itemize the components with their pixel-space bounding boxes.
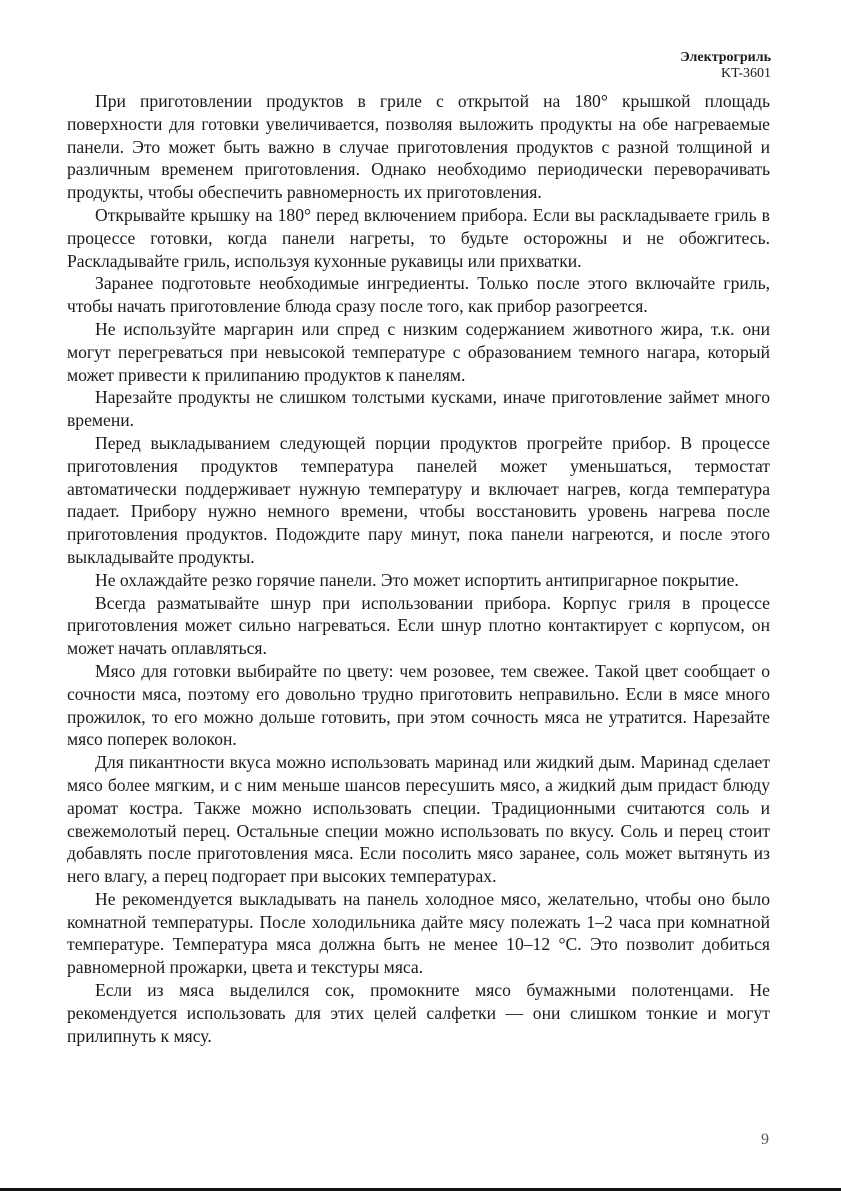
paragraph: Всегда разматывайте шнур при использовании прибора. Корпус гриля в процессе приготовления может сильно нагреваться. Если шнур плотно контактирует с корпусом, он может начать оплавляться.: [67, 592, 770, 659]
paragraph: Если из мяса выделился сок, промокните мясо бумажными полотенцами. Не рекомендуется использовать для этих целей салфетки — они слишком тонкие и могут прилипнуть к мясу.: [67, 980, 770, 1046]
paragraph: Для пикантности вкуса можно использовать маринад или жидкий дым. Маринад сделает мясо более мягким, и с ним меньше шансов пересушить мясо, а жидкий дым придаст блюду аромат костра. Также можно использовать специи. Традиционными считаются соль и свежемолотый перец. Остальные специи можно использовать по вкусу. Соль и перец стоит добавлять после приготовления мяса. Если посолить мясо заранее, соль может вытянуть из него влагу, а перец подгорает при высоких температурах.: [67, 752, 770, 887]
product-title: Электрогриль: [680, 50, 771, 65]
paragraph: Открывайте крышку на 180° перед включением прибора. Если вы раскладываете гриль в процессе готовки, когда панели нагреты, то будьте осторожны и не обожгитесь. Раскладывайте гриль, используя кухонные рукавицы или прихватки.: [67, 204, 770, 271]
paragraph: Не охлаждайте резко горячие панели. Это может испортить антипригарное покрытие.: [95, 569, 739, 590]
page-number: 9: [761, 1131, 769, 1148]
paragraph: Нарезайте продукты не слишком толстыми кусками, иначе приготовление займет много времени.: [67, 387, 770, 431]
paragraph: Не рекомендуется выкладывать на панель холодное мясо, желательно, чтобы оно было комнатной температуры. После холодильника дайте мясу полежать 1–2 часа при комнатной температуре. Температура мяса должна быть не менее 10–12 °С. Это позволит добиться равномерной прожарки, цвета и текстуры мяса.: [67, 888, 770, 978]
paragraph: При приготовлении продуктов в гриле с открытой на 180° крышкой площадь поверхности для готовки увеличивается, позволяя выложить продукты на обе нагреваемые панели. Это может быть важно в случае приготовления продуктов с разной толщиной и различным временем приготовления. Однако необходимо периодически переворачивать продукты, чтобы обеспечить равномерность их приготовления.: [67, 91, 770, 203]
paragraph: Заранее подготовьте необходимые ингредиенты. Только после этого включайте гриль, чтобы начать приготовление блюда сразу после того, как прибор разогреется.: [67, 273, 770, 317]
body-text: [67, 90, 770, 1047]
page-header: [680, 50, 771, 82]
product-model: KT-3601: [720, 66, 771, 81]
paragraph: Не используйте маргарин или спред с низким содержанием животного жира, т.к. они могут перегреваться при невысокой температуре с образованием темного нагара, который может привести к прилипанию продуктов к панелям.: [67, 318, 770, 385]
paragraph: Мясо для готовки выбирайте по цвету: чем розовее, тем свежее. Такой цвет сообщает о сочности мяса, поэтому его довольно трудно приготовить неправильно. Если в мясе много прожилок, то его можно дольше готовить, при этом сочность мяса не утратится. Нарезайте мясо поперек волокон.: [67, 660, 770, 750]
paragraph: Перед выкладыванием следующей порции продуктов прогрейте прибор. В процессе приготовления продуктов температура панелей может уменьшаться, термостат автоматически поддерживает нужную температуру и включает нагрев, когда температура падает. Прибору нужно немного времени, чтобы восстановить уровень нагрева после приготовления продуктов. Подождите пару минут, пока панели нагреются, и после этого выкладывайте продукты.: [67, 432, 770, 567]
